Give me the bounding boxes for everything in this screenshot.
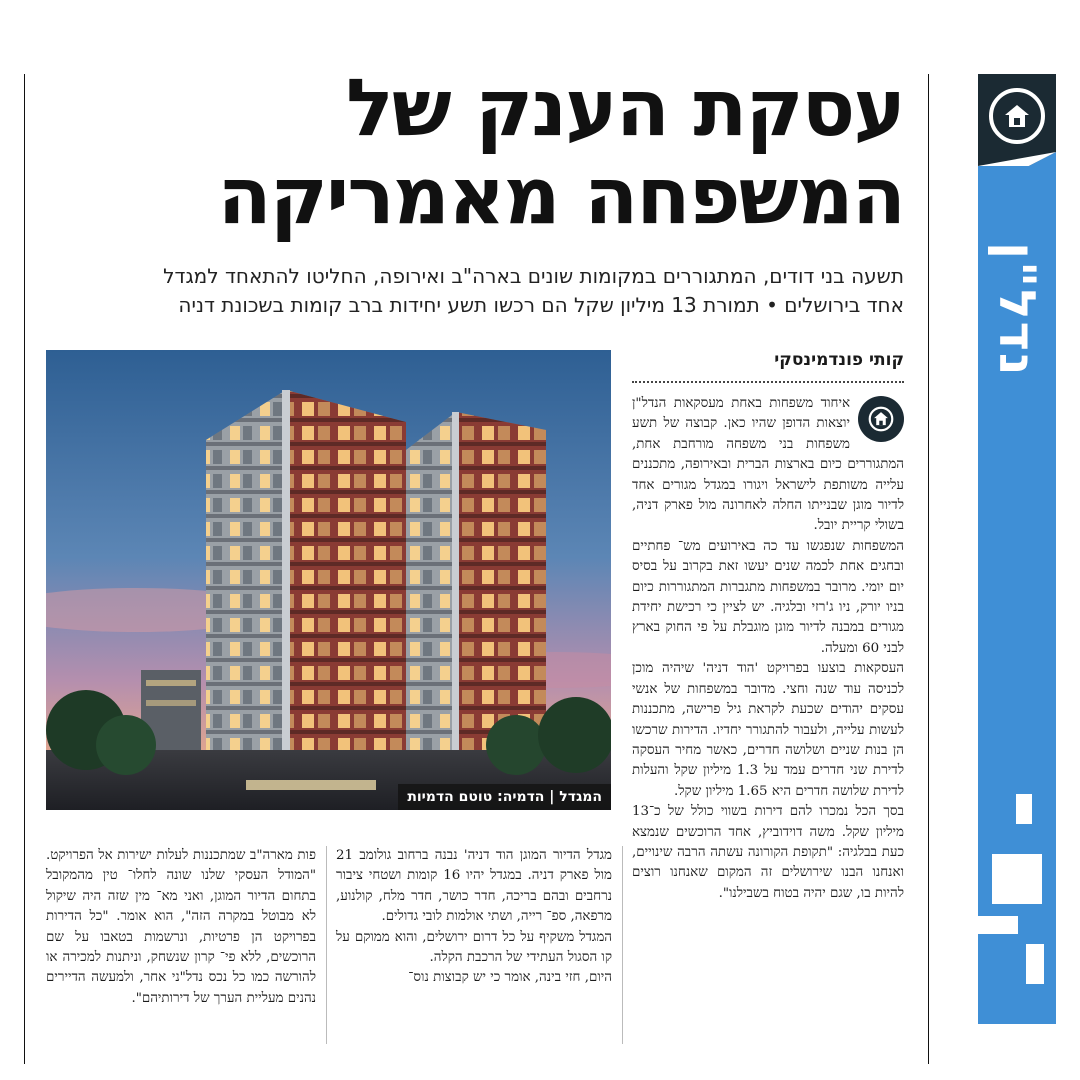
byline-rule	[632, 381, 904, 383]
strip-decoration	[978, 794, 1056, 1024]
headline-line-2: המשפחה מאמריקה	[217, 150, 904, 242]
section-strip	[978, 74, 1056, 1024]
subhead	[46, 262, 904, 320]
headline-line-1: עסקת הענק של	[345, 62, 904, 154]
paragraph: איחוד משפחות באחת מעסקאות הנדל"ן יוצאות הדופן שהיו כאן. קבוצה של תשע משפחות בני משפחה מורחבת אחת, המתגוררים כיום בארצות הברית ובאירופה, מתכננים עלייה משותפת לישראל ויגורו במגדל מגורים אחד לדיור מוגן שבנייתו החלה לאחרונה מול פארק דניה, בשולי קריית יובל.	[632, 396, 904, 534]
house-icon	[858, 396, 904, 442]
page-rule-left	[24, 74, 25, 1064]
paragraph: בסך הכל נמכרו להם דירות בשווי כולל של כ־13 מיליון שקל. משה דוידוביץ, אחד הרוכשים שנמצא כעת בבלגיה: "תקופת הקורונה עשתה הרבה שינויים, ואנחנו הבנו שירושלים זה המקום שאנחנו רוצים להיות בו, שגם יהיה בטוח בשבילנו".	[632, 804, 904, 901]
paragraph: היום, חזי בינה, אומר כי יש קבוצות נוס־	[408, 970, 612, 986]
house-icon	[989, 88, 1045, 144]
headline	[60, 64, 904, 240]
subhead-line-2: אחד בירושלים • תמורת 13 מיליון שקל הם רכשו תשע יחידות ברב קומות בשכונת דניה	[178, 293, 904, 317]
article-column-right	[632, 394, 904, 904]
byline: קותי פונדמינסקי	[774, 350, 904, 370]
paragraph: המגדל משקיף על כל דרום ירושלים, והוא ממוקם על קו הסגול העתידי של הרכבת הקלה.	[336, 929, 612, 966]
subhead-line-1: תשעה בני דודים, המתגוררים במקומות שונים בארה"ב ואירופה, החליטו להתאחד למגדל	[163, 264, 904, 288]
paragraph: פות מארה"ב שמתכננות לעלות ישירות אל הפרויקט. "המודל העסקי שלנו שונה לחלו־ טין מהמקובל בתחום הדיור המוגן, ואני מא־ מין שזה היה שיקול לא מבוטל במקרה הזה", הוא אומר. "כל הדירות בפרויקט הן פרטיות, ונרשמות בטאבו על שם הרוכשים, ללא פי־ קרון שנשחק, וניתנות למכירה או להורשה כמו כל נכס נדל"ני אחר, ולמעשה הדיירים נהנים מעליית הערך של דירותיהם".	[46, 848, 316, 1006]
column-divider	[326, 846, 327, 1044]
photo-caption: המגדל | הדמיה: טוטם הדמיות	[398, 784, 611, 810]
paragraph: מגדל הדיור המוגן הוד דניה' נבנה ברחוב גולומב 21 מול פארק דניה. במגדל יהיו 16 קומות ושטחי ציבור נרחבים ובהם בריכה, חדר כושר, חדר מלח, קולנוע, מרפאה, ספ־ רייה, ושתי אולמות לובי גדולים.	[336, 848, 612, 925]
paragraph: העסקאות בוצעו בפרויקט 'הוד דניה' שיהיה מוכן לכניסה עוד שנה וחצי. מדובר במשפחות של אנשי עסקים יהודים שכעת לקראת גיל פרישה, מתכננות לעשות עלייה, ולעבור להתגורר יחדיו. הדירות שרכשו הן בנות שניים ושלושה חדרים, כאשר מחיר העסקה לדירת שני חדרים עמד על 1.3 מיליון שקל והעלות לדירת שלושה חדרים היא 1.65 מיליון שקל.	[632, 661, 905, 799]
column-divider	[622, 846, 623, 1044]
paragraph: המשפחות שנפגשו עד כה באירועים מש־ פחתיים ובחגים אחת לכמה שנים יעשו זאת בקרוב על בסיס יום יומי. מרובר במשפחות מתגברות המתגוררות כיום בניו יורק, ניו ג'רזי ובלגיה. יש לציין כי רכישת יחידת מגורים במבנה לדיור מוגן מוגבלת על פי החוק בארץ לבני 60 ומעלה.	[632, 538, 904, 656]
article-column-left	[46, 846, 316, 1009]
page-rule-right	[928, 74, 929, 1064]
section-label: נדל"ן	[988, 242, 1046, 378]
article-column-middle	[336, 846, 612, 989]
tower-rendering-photo	[46, 350, 611, 810]
